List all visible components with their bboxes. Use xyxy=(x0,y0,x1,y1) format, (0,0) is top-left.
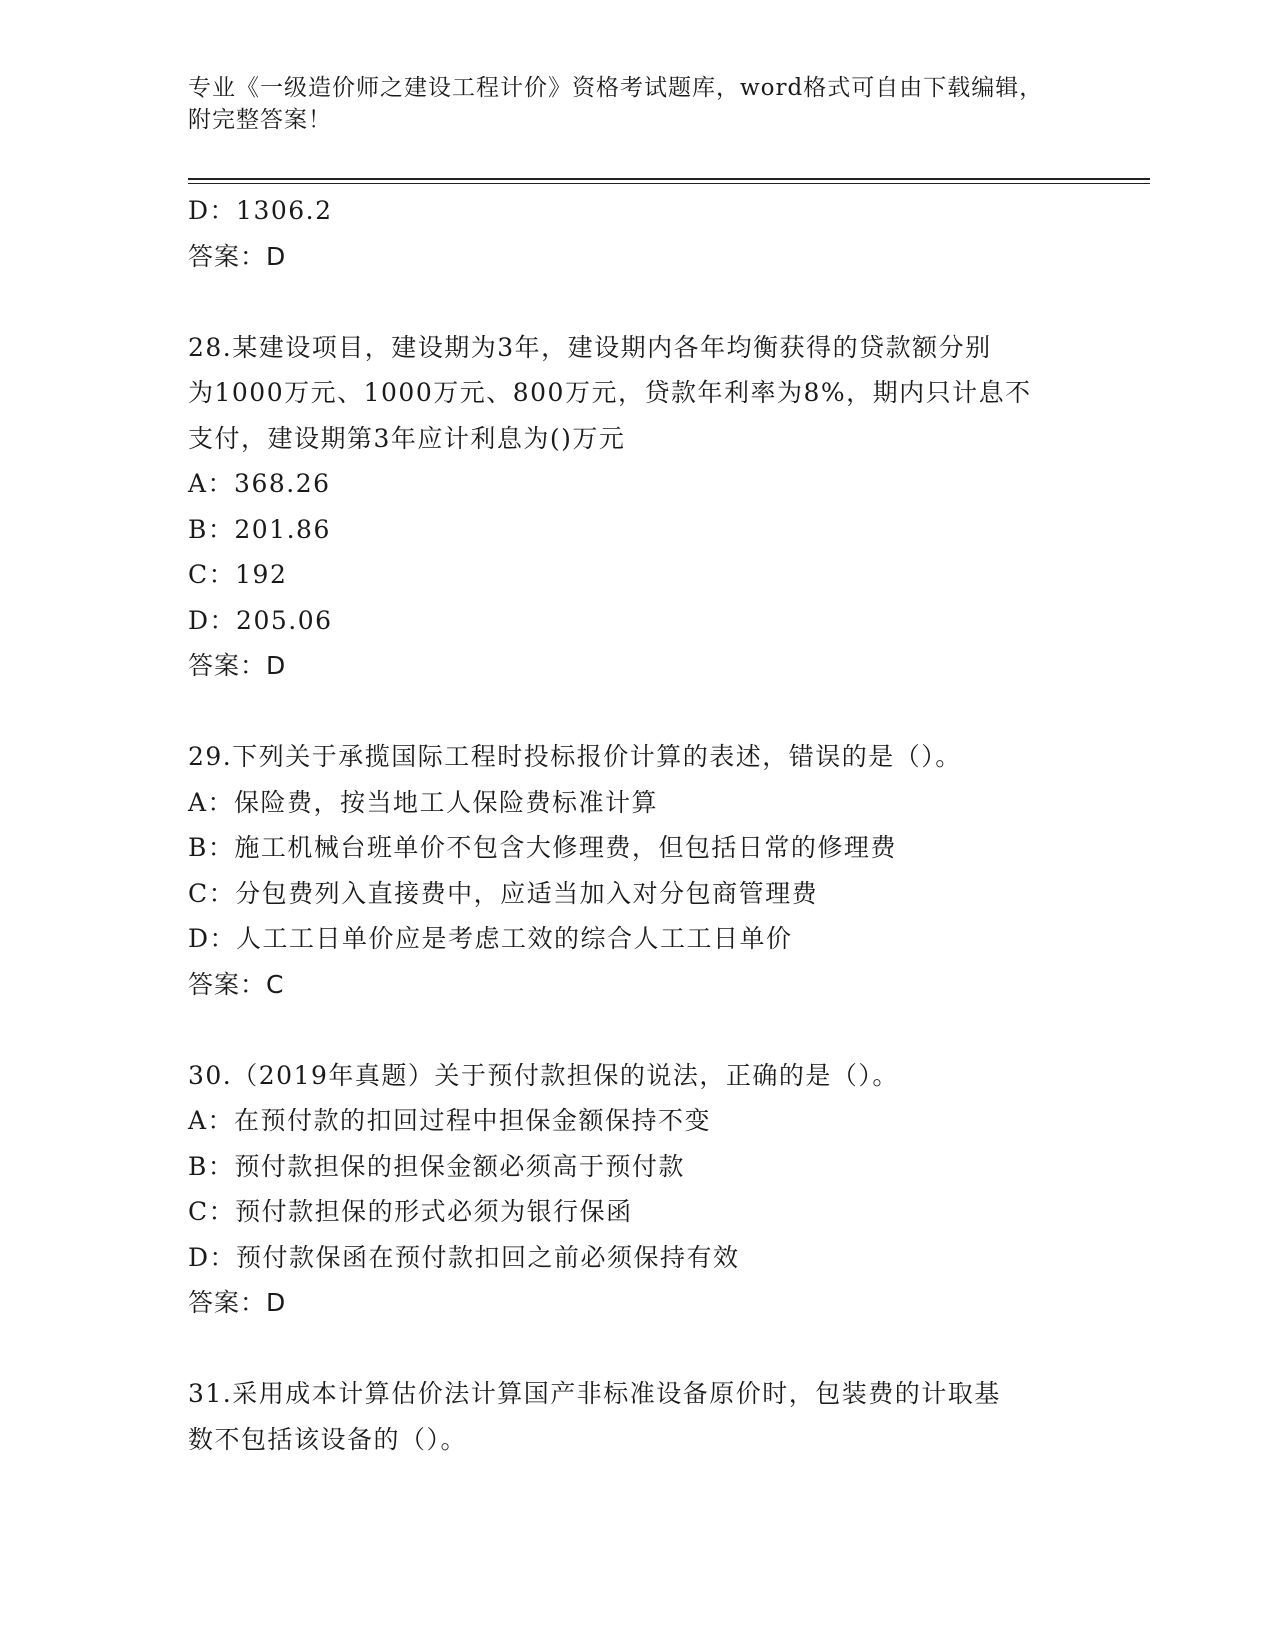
header-divider-thick xyxy=(188,178,1150,180)
spacer xyxy=(188,1326,1088,1372)
spacer xyxy=(188,279,1088,325)
header-line-1: 专业《一级造价师之建设工程计价》资格考试题库，word格式可自由下载编辑， xyxy=(188,75,1044,101)
spacer xyxy=(188,689,1088,735)
option-d: D：205.06 xyxy=(188,605,333,635)
question-stem-line: 数不包括该设备的（）。 xyxy=(188,1424,468,1454)
page-header xyxy=(188,72,1148,136)
question-stem-line: 29.下列关于承揽国际工程时投标报价计算的表述，错误的是（）。 xyxy=(188,742,962,771)
answer: 答案：D xyxy=(188,1288,287,1317)
option-c: C：192 xyxy=(188,560,288,589)
option-d: D：人工工日单价应是考虑工效的综合人工工日单价 xyxy=(188,924,793,953)
question-stem-line: 30.（2019年真题）关于预付款担保的说法，正确的是（）。 xyxy=(188,1060,899,1090)
option-a: A：保险费，按当地工人保险费标准计算 xyxy=(188,787,659,817)
question-31 xyxy=(188,1371,1088,1462)
spacer xyxy=(188,1007,1088,1053)
prev-option-d: D：1306.2 xyxy=(188,196,333,225)
option-b: B：预付款担保的担保金额必须高于预付款 xyxy=(188,1151,685,1181)
question-stem-line: 支付，建设期第3年应计利息为()万元 xyxy=(188,423,626,453)
question-stem-line: 31.采用成本计算估价法计算国产非标准设备原价时，包装费的计取基 xyxy=(188,1379,1001,1408)
header-divider-thin xyxy=(188,183,1150,184)
header-line-2: 附完整答案！ xyxy=(188,107,332,133)
prev-answer: 答案：D xyxy=(188,241,287,271)
question-content xyxy=(188,188,1088,1462)
question-29 xyxy=(188,734,1088,1007)
question-30 xyxy=(188,1053,1088,1326)
option-c: C：分包费列入直接费中，应适当加入对分包商管理费 xyxy=(188,878,819,908)
option-a: A：在预付款的扣回过程中担保金额保持不变 xyxy=(188,1106,712,1135)
option-b: B：201.86 xyxy=(188,514,331,544)
option-c: C：预付款担保的形式必须为银行保函 xyxy=(188,1197,633,1226)
question-28 xyxy=(188,325,1088,689)
option-b: B：施工机械台班单价不包含大修理费，但包括日常的修理费 xyxy=(188,833,897,862)
answer: 答案：C xyxy=(188,969,285,999)
option-d: D：预付款保函在预付款扣回之前必须保持有效 xyxy=(188,1242,740,1272)
option-a: A：368.26 xyxy=(188,469,331,498)
question-stem-line: 为1000万元、1000万元、800万元，贷款年利率为8%，期内只计息不 xyxy=(188,378,1032,407)
answer: 答案：D xyxy=(188,651,287,680)
question-stem-line: 28.某建设项目，建设期为3年，建设期内各年均衡获得的贷款额分别 xyxy=(188,332,992,362)
